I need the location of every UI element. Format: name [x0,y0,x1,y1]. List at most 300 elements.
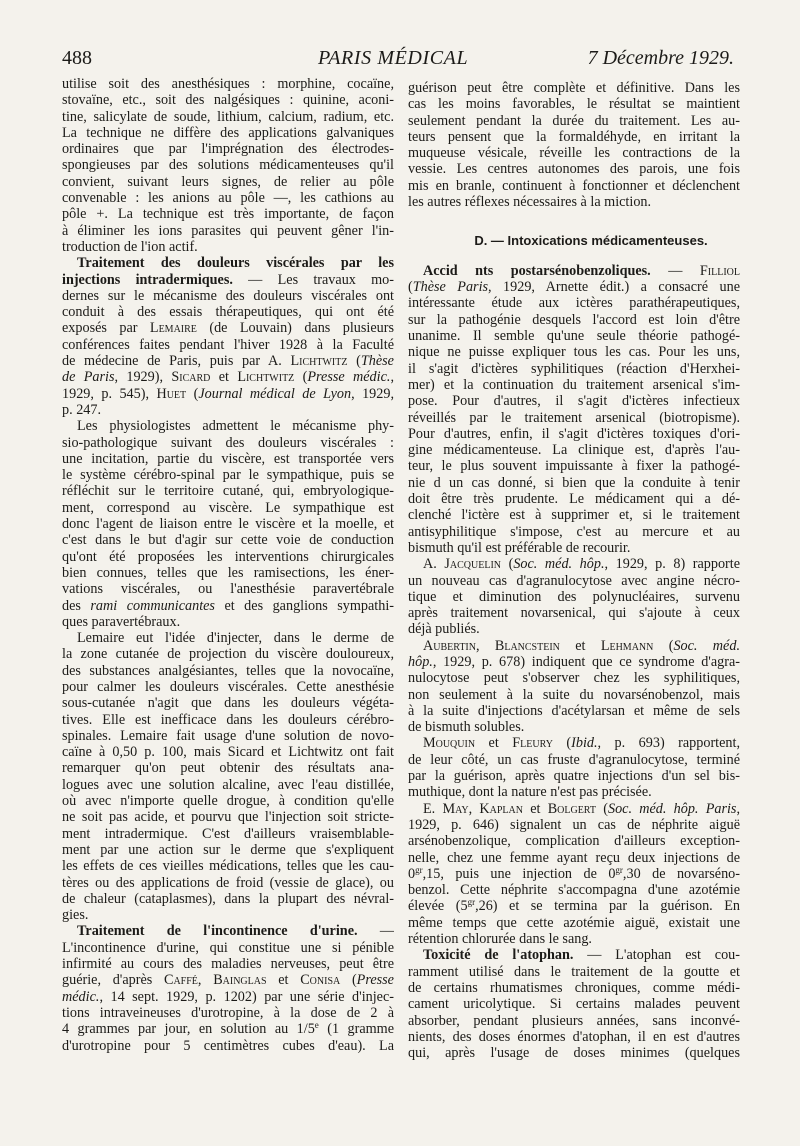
text-run: A. [423,556,445,573]
superscript: gr [415,864,423,875]
text-line [408,263,740,279]
text-run: , 1929, Arnette édit.) a consacré une [488,279,740,296]
text-line [408,866,740,882]
italic-citation: Ibid. [571,735,598,752]
text-run: p. 247. [62,401,102,418]
text-run: ( [186,385,199,402]
paragraph [408,556,740,637]
text-run: ( [501,556,514,573]
text-line [62,581,394,597]
text-run: ordinaires que par l'imprégnation des électrodes- [62,141,394,158]
journal-title: PARIS MÉDICAL [318,47,469,69]
text-line [62,451,394,467]
text-run: , [736,800,740,817]
text-run: doit être très prudente. Le médicament qui a dé- [408,491,740,508]
text-line [62,304,394,320]
text-run: conduit à des essais thérapeutiques, qui ont été [62,304,394,321]
text-run: — [650,262,700,279]
section-heading: D. — Intoxications médicamenteuses. [474,233,708,249]
text-run: absorber, pendant plusieurs années, sans inconvé- [408,1012,740,1029]
text-run: pôle +. La technique est très importante, de façon [62,206,394,223]
text-run: les effets de ces vieilles médications, telles que les cau- [62,858,394,875]
text-run: remarquer qu'on peut obtenir des résultats ana- [62,760,394,777]
text-run: des [62,597,91,614]
text-line [62,125,394,141]
paragraph [62,630,394,923]
text-run: arsénobenzolique, complication d'ailleurs exception- [408,833,740,850]
text-line [62,646,394,662]
italic-citation: Soc. méd. hôp. Paris [607,800,737,817]
text-line [62,353,394,369]
author-name: Lemaire [149,320,197,337]
text-run: non seulement à la suite du novarsénobenzol, mais [408,686,740,703]
text-line [408,621,740,637]
text-run: ,15, puis une injection de 0 [422,865,616,882]
text-run: les autres réflexes nécessaires à la miction. [408,194,652,211]
run-in-heading: Accid nts postarsénobenzoliques. [423,262,651,279]
paragraph [408,735,740,800]
text-run: pose. Pour d'autres, il s'agit d'ictères infectieux [408,393,740,410]
text-run: tions intraveineuses d'urotropine, à la dose de 2 à [62,1004,394,1021]
text-line [62,598,394,614]
text-run: c'est dans le but d'agir sur cette voie de conduction [62,532,394,549]
text-run: nients, des doses énormes d'atophan, il en est d'autres [408,1028,740,1045]
paragraph [62,923,394,1053]
text-run: , [475,637,495,654]
text-line [62,760,394,776]
text-run: mis en branle, continuent à fonctionner et déclenchent [408,177,740,194]
text-run: pour calmer les douleurs viscérales. Cette anesthésie [62,678,394,695]
text-run: dernes sur le mécanisme des douleurs viscérales ont [62,287,394,304]
text-run: par la guérison, après quatre injections d'un sel bis- [408,768,740,785]
text-line [408,768,740,784]
paragraph [62,76,394,255]
text-line [62,826,394,842]
text-run: , [197,972,214,989]
text-line [62,206,394,222]
run-in-heading: Traitement des douleurs viscérales par les [77,255,394,272]
author-name: Filliol [699,262,740,279]
paragraph [62,418,394,630]
text-run: unanime. Il semble qu'une seule théorie pathogé- [408,328,740,345]
text-run: des substances analgésiantes, telles que la novocaïne, [62,662,394,679]
text-run: mer) et la continuation du traitement arsenical s'im- [408,376,740,393]
text-run: tine, salicylate de soude, lithium, calcium, radium, etc. [62,108,394,125]
text-line [408,703,740,719]
text-run: teur, le plus souvent impuissante à fixer la pathogé- [408,458,740,475]
text-run: La technique ne diffère des applications galvaniques [62,124,394,141]
text-run: cas les moins favorables, le résultat se maintient [408,96,740,113]
text-run: tives. Elle est inefficace dans les douleurs cérébro- [62,711,394,728]
text-run: 4 grammes par jour, en solution au 1/5 [62,1021,315,1038]
text-line [408,393,740,409]
text-run: donc l'agent de liaison entre le viscère et la moelle, et [62,516,394,533]
text-run: tique et diminution des polynucléaires, survenu [408,588,740,605]
text-run: nique ne puisse expliquer tous les cas. Pour les uns, [408,344,740,361]
text-line [408,491,740,507]
text-run: Pour d'autres, enfin, il s'agit d'ictères toxiques d'ori- [408,425,740,442]
text-line [408,589,740,605]
text-line [408,947,740,963]
text-line [62,712,394,728]
text-run: et [475,735,513,752]
text-line [62,858,394,874]
text-line [62,223,394,239]
author-name: Aubertin [423,637,476,654]
text-line [408,312,740,328]
text-run: gine médicamenteuse. La clinique est, d'après l'au- [408,442,740,459]
text-run: et [210,369,238,386]
text-run: antisyphilitique s'impose, c'est au mercure et au [408,523,740,540]
text-run: , 1929, p. 8) rapporte [604,556,740,573]
text-run: une incitation, partie du viscère, est transportée vers [62,450,394,467]
text-line [408,654,740,670]
text-line [408,96,740,112]
text-line [62,174,394,190]
text-run: à éliminer les ions parasites qui peuvent gêner l'in- [62,222,394,239]
text-line [408,915,740,931]
text-run: sur la pathogénie desquels l'accord est loin d'être [408,311,740,328]
text-run: utilise soit des anesthésiques : morphine, cocaïne, [62,76,394,92]
text-run: qui, après l'usage de doses minimes (quelques [408,1045,740,1062]
author-name: Mouquin [423,735,476,752]
text-line [62,141,394,157]
text-run: spinales. Lemaire fait usage d'une solution de novo- [62,727,394,744]
text-line [408,898,740,914]
text-line [62,467,394,483]
right-column [408,80,740,1061]
text-run: Lemaire eut l'idée d'injecter, dans le derme de [77,630,394,647]
text-run: ramment utilisé dans le traitement de la goutte et [408,963,740,980]
text-line [62,1005,394,1021]
text-line [408,442,740,458]
author-name: Lichtwitz [290,353,348,370]
italic-citation: hôp. [408,654,433,670]
superscript: gr [615,864,623,875]
text-line [62,272,394,288]
text-run: ne soit pas acide, et pourvu que l'injection soit stricte- [62,809,394,826]
text-line [408,458,740,474]
text-line [408,735,740,751]
text-line [408,524,740,540]
text-run: benzol. Cette néphrite s'accompagna d'une azotémie [408,882,740,899]
text-line [62,630,394,646]
text-run: nelle, chez une femme ayant reçu deux injections de [408,849,740,866]
text-line [408,719,740,735]
text-line [62,793,394,809]
text-run: L'incontinence d'urine, qui constitue une si pénible [62,939,394,956]
paragraph [408,263,740,556]
text-run: troduction de l'ion actif. [62,238,198,255]
author-name: Fleury [512,735,553,752]
text-line [62,875,394,891]
italic-citation: Presse médic. [307,369,391,386]
text-line [408,1013,740,1029]
text-run: de chaleur (cataplasmes), dans la plupart des névral- [62,890,394,907]
text-run: — L'atophan est cou- [573,947,740,964]
text-line [62,972,394,988]
text-run: ( [552,735,572,752]
author-name: Conisa [300,972,341,989]
text-run: il s'agit d'ictères syphilitiques (réaction d'Herxhei- [408,360,740,377]
text-run: un nouveau cas d'agranulocytose avec angine nécro- [408,572,740,589]
text-run: de bismuth solubles. [408,719,525,736]
text-run: caïne à 0,50 p. 100, mais Sicard et Lichtwitz ont fait [62,744,394,761]
text-line [62,483,394,499]
text-run: bismuth qu'il est préférable de recourir. [408,539,631,556]
author-name: Lehmann [600,637,654,654]
text-line [62,695,394,711]
text-run: exposés par [62,320,150,337]
text-run: spongieuses par des solutions médicamenteuses qu'il [62,157,394,174]
text-run: 0 [408,865,416,882]
text-line [62,744,394,760]
issue-date: 7 Décembre 1929. [587,47,734,69]
italic-citation: Thèse Paris [412,279,489,296]
text-run: même temps que cette azotémie aiguë, existait une [408,914,740,931]
text-run: ( [294,369,308,386]
text-line [62,549,394,565]
text-run: où avec n'importe quelle drogue, à condition qu'elle [62,793,394,810]
text-run: sous-cutanée n'agit que dans les douleurs végéta- [62,695,394,712]
text-line [408,784,740,800]
text-line [62,190,394,206]
text-line [62,288,394,304]
author-name: Huet [156,385,187,402]
text-line [62,663,394,679]
italic-citation: rami communicantes [90,597,215,614]
text-run: sio-pathologique suivant des douleurs viscérales : [62,434,394,451]
text-line [62,923,394,939]
text-run: , 14 sept. 1929, p. 1202) par une série d'injec- [99,988,394,1005]
author-name: Jacquelin [444,556,501,573]
left-column [62,76,394,1054]
text-run: Les physiologistes admettent le mécanisme phy- [77,418,394,435]
text-line [408,194,740,210]
text-run: ment intradermique. C'est d'ailleurs vraisemblable- [62,825,394,842]
text-line [408,980,740,996]
text-run: vations viscérales, ou l'anesthésie paravertébrale [62,581,394,598]
page-number: 488 [62,47,92,69]
text-run: et [522,800,548,817]
text-run: seulement pendant la durée du traitement. Les au- [408,112,740,129]
text-run: ( [596,800,608,817]
text-line [408,573,740,589]
text-run: convient, suivant leurs signes, de relier au pôle [62,173,394,190]
text-line [408,377,740,393]
text-run: ques paravertébraux. [62,613,181,630]
text-run: rétention chlorurée dans le sang. [408,931,592,948]
text-line [408,882,740,898]
text-line [62,516,394,532]
text-run: guérie, d'après [62,972,164,989]
text-line [408,80,740,96]
text-run: ( [340,972,357,989]
author-name: Sicard [171,369,211,386]
text-run: gies. [62,907,89,924]
italic-citation: de Paris [62,369,115,386]
left-column-text [62,76,394,1054]
text-line [408,279,740,295]
text-run: E. [423,800,443,817]
text-line [408,605,740,621]
text-run: réveillés par le traitement arsenical (biotropisme). [408,409,740,426]
text-run: (de Louvain) dans plusieurs [196,320,394,337]
author-name: Blancstein [494,637,560,654]
text-line [408,996,740,1012]
text-line [62,989,394,1005]
text-line [62,386,394,402]
text-run: tères ou des applications de froid (vessie de glace), ou [62,874,394,891]
text-line [408,475,740,491]
run-in-heading: Traitement de l'incontinence d'urine. [77,923,358,940]
text-run: de médecine de Paris, puis par A. [62,353,291,370]
text-run: et [266,972,301,989]
author-name: Caffé [164,972,198,989]
text-run: conférences faites pendant l'hiver 1928 à la Faculté [62,336,394,353]
text-line [408,161,740,177]
text-run: bien connues, telles que les ramisections, les éner- [62,564,394,581]
italic-citation: Soc. méd. hôp. [513,556,605,573]
text-line [62,532,394,548]
text-run: — Les travaux mo- [232,271,394,288]
text-line [408,295,740,311]
text-line [62,369,394,385]
text-run: stovaïne, etc., soit des nalgésiques : quinine, aconi- [62,92,394,109]
text-run: logues avec une solution alcaline, avec l'eau distillée, [62,776,394,793]
text-line [62,1021,394,1037]
text-run: ( [347,353,361,370]
text-line [62,337,394,353]
text-run: qu'ont été proposées les interventions chirurgicales [62,548,394,565]
text-line [62,956,394,972]
text-line [408,1045,740,1061]
text-run: , [468,800,480,817]
text-line [62,728,394,744]
text-run: intéressante étude aux ictères parathérapeutiques, [408,295,740,312]
text-run: réfléchit sur le territoire cutané, qui, embryologique- [62,483,394,500]
text-line [408,113,740,129]
text-line [62,614,394,630]
text-run: , p. 693) rapportent, [597,735,740,752]
text-run: , 1929, [351,385,394,402]
text-run: 1929, p. 646) signalent un cas de néphrite aiguë [408,816,740,833]
text-run: muthique, dont la nature n'est pas précisée. [408,784,652,801]
text-line [408,328,740,344]
right-column-continuation [408,80,740,210]
text-line [62,402,394,418]
paragraph [408,947,740,1061]
text-line [62,92,394,108]
text-line [408,426,740,442]
run-in-heading: Toxicité de l'atophan. [423,947,574,964]
text-line [408,801,740,817]
text-run: élevée (5 [408,898,468,915]
paragraph [62,255,394,418]
text-run: , 1929), [114,369,172,386]
text-run: ( [408,279,413,296]
text-run: — [357,923,394,940]
text-line [408,1029,740,1045]
text-line [408,752,740,768]
text-line [408,361,740,377]
text-line [62,157,394,173]
text-run: après traitement novarsenical, qui s'ajoute à ceux [408,605,740,622]
text-line [408,670,740,686]
text-run: d'urotropine pour 5 centimètres cubes d'eau). La [62,1037,394,1054]
text-line [408,687,740,703]
text-run: 1929, p. 545), [62,385,157,402]
text-line [62,255,394,271]
paragraph [408,80,740,210]
author-name: Kaplan [479,800,523,817]
text-run: ,30 de novarséno- [622,865,740,882]
text-line [62,500,394,516]
author-name: Bolgert [547,800,596,817]
text-run: et des ganglions sympathi- [214,597,394,614]
text-run: cament uricolytique. Si certains malades peuvent [408,996,740,1013]
text-line [62,842,394,858]
text-run: vessie. Les centres autonomes des parois, une fois [408,161,740,178]
text-line [408,178,740,194]
text-run: nie d un cas donné, si bien que la conduite à tenir [408,474,740,491]
text-run: ,26) et se termina par la guérison. En [475,898,740,915]
text-line [62,1038,394,1054]
author-name: Lichtwitz [237,369,295,386]
author-name: May [442,800,469,817]
text-run: , 1929, p. 678) indiquent que ce syndrome d'agra- [432,654,740,670]
text-line [62,320,394,336]
superscript: gr [467,897,476,908]
text-run: la zone cutanée de projection du viscère douloureux, [62,646,394,663]
author-name: Bainglas [213,972,267,989]
italic-citation: médic. [62,988,100,1005]
text-line [62,809,394,825]
text-run: guérison peut être complète et définitive. Dans les [408,80,740,96]
paragraph [408,638,740,736]
italic-citation: Presse [356,972,394,989]
text-run: teurs pensent que la formaldéhyde, en irritant la [408,128,740,145]
text-line [408,507,740,523]
text-run: de leur côté, un cas fruste d'agranulocytose, terminé [408,751,740,768]
text-line [62,940,394,956]
text-run: clenché l'ictère est à supprimer et, si le traitement [408,507,740,524]
text-run: à la suite d'injections d'acétylarsan et même de sels [408,702,740,719]
text-line [408,833,740,849]
text-line [408,129,740,145]
text-run: muqueuse vésicale, réveille les contractions de la [408,145,740,162]
right-column-text [408,263,740,1062]
text-run: infirmité au cours des maladies nerveuses, peut être [62,956,394,973]
text-line [62,239,394,255]
run-in-heading: injections intradermiques. [62,271,233,288]
text-run: et [559,637,601,654]
text-line [62,418,394,434]
text-run: (1 gramme [318,1021,394,1038]
text-run: le système cérébro-spinal par le sympathique, puis se [62,467,394,484]
text-line [408,410,740,426]
text-line [62,907,394,923]
italic-citation: Thèse [360,353,394,370]
text-line [62,435,394,451]
text-run: convenable : les anions au pôle —, les cathions au [62,190,394,207]
text-line [62,109,394,125]
text-line [408,344,740,360]
text-run: de certains rhumatismes chroniques, comme médi- [408,979,740,996]
superscript: e [314,1020,319,1031]
text-line [408,638,740,654]
text-run: ment, correspond au viscère. Le sympathique est [62,499,394,516]
